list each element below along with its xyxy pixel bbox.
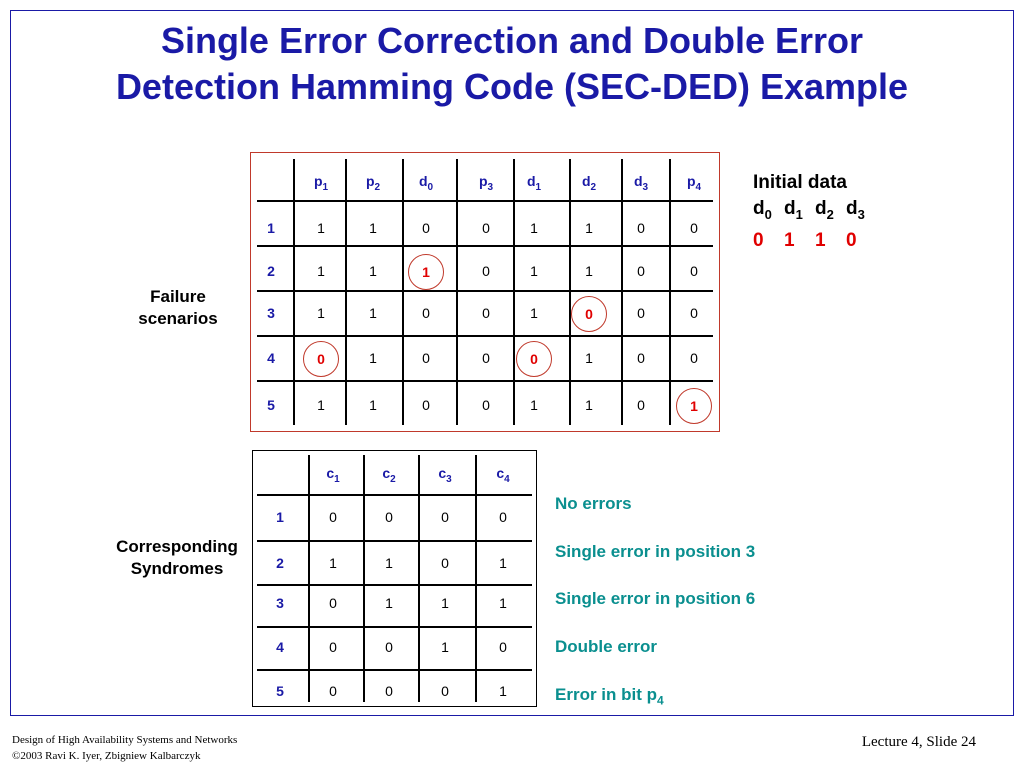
footer-slide-number: Lecture 4, Slide 24 bbox=[861, 734, 976, 750]
flipped-bit: 0 bbox=[516, 341, 552, 377]
grid-horizontal-line bbox=[257, 584, 532, 586]
grid-horizontal-line bbox=[257, 669, 532, 671]
table-cell: 1 bbox=[530, 397, 538, 413]
flipped-bit: 1 bbox=[408, 254, 444, 290]
grid-vertical-line bbox=[418, 455, 420, 702]
flipped-bit: 1 bbox=[676, 388, 712, 424]
row-label: 3 bbox=[276, 595, 284, 611]
column-header: $p_3$ bbox=[478, 173, 494, 193]
flipped-bit: 0 bbox=[303, 341, 339, 377]
grid-horizontal-line bbox=[257, 626, 532, 628]
table-cell: 0 bbox=[482, 350, 490, 366]
table-cell: 0 bbox=[690, 263, 698, 279]
grid-vertical-line bbox=[621, 159, 623, 425]
initial-data-value: 1 bbox=[815, 229, 826, 251]
table-cell: 1 bbox=[441, 639, 449, 655]
failure-scenarios-label: Failure scenarios bbox=[138, 287, 218, 328]
table-cell: 0 bbox=[329, 683, 337, 699]
grid-horizontal-line bbox=[257, 245, 713, 247]
table-cell: 1 bbox=[385, 595, 393, 611]
initial-data-value: 0 bbox=[753, 229, 764, 251]
column-header: $p_1$ bbox=[313, 173, 329, 193]
grid-vertical-line bbox=[308, 455, 310, 702]
failure-scenarios-table bbox=[250, 152, 720, 432]
footer-course: Design of High Availability Systems and Networks bbox=[12, 734, 238, 746]
table-cell: 1 bbox=[385, 555, 393, 571]
initial-data-block bbox=[753, 170, 877, 254]
column-header: $d_0$ bbox=[418, 173, 434, 193]
row-label: 2 bbox=[276, 555, 284, 571]
initial-data-value: 0 bbox=[846, 229, 857, 251]
table-cell: 1 bbox=[317, 305, 325, 321]
row-label: 4 bbox=[276, 639, 284, 655]
initial-data-value: 1 bbox=[784, 229, 795, 251]
corresponding-syndromes-label: Corresponding Syndromes bbox=[116, 537, 238, 578]
table-cell: 0 bbox=[422, 397, 430, 413]
flipped-bit: 0 bbox=[571, 296, 607, 332]
table-cell: 0 bbox=[499, 509, 507, 525]
initial-data-label: $d_2$ bbox=[815, 198, 834, 222]
table-cell: 0 bbox=[329, 509, 337, 525]
table-cell: 1 bbox=[585, 350, 593, 366]
table-cell: 1 bbox=[369, 305, 377, 321]
table-cell: 0 bbox=[690, 220, 698, 236]
grid-vertical-line bbox=[363, 455, 365, 702]
table-cell: 0 bbox=[690, 350, 698, 366]
table-cell: 0 bbox=[441, 509, 449, 525]
row-label: 2 bbox=[267, 263, 275, 279]
table-cell: 0 bbox=[637, 263, 645, 279]
table-cell: 0 bbox=[637, 220, 645, 236]
grid-vertical-line bbox=[513, 159, 515, 425]
table-cell: 1 bbox=[585, 263, 593, 279]
table-cell: 0 bbox=[385, 683, 393, 699]
table-cell: 0 bbox=[499, 639, 507, 655]
table-cell: 1 bbox=[317, 397, 325, 413]
table-cell: 1 bbox=[530, 220, 538, 236]
grid-horizontal-line bbox=[257, 290, 713, 292]
title-line-1: Single Error Correction and Double Error bbox=[160, 20, 864, 61]
grid-vertical-line bbox=[669, 159, 671, 425]
grid-vertical-line bbox=[475, 455, 477, 702]
grid-vertical-line bbox=[569, 159, 571, 425]
table-cell: 0 bbox=[690, 305, 698, 321]
grid-vertical-line bbox=[402, 159, 404, 425]
table-cell: 1 bbox=[329, 555, 337, 571]
syndrome-description: Single error in position 6 bbox=[555, 589, 756, 608]
table-cell: 1 bbox=[499, 555, 507, 571]
initial-data-heading: Initial data bbox=[753, 172, 847, 193]
row-label: 5 bbox=[276, 683, 284, 699]
initial-data-values bbox=[753, 228, 877, 254]
table-cell: 0 bbox=[422, 350, 430, 366]
column-header: $c_1$ bbox=[326, 465, 340, 485]
syndrome-description: Double error bbox=[555, 637, 658, 656]
table-cell: 1 bbox=[585, 397, 593, 413]
table-cell: 0 bbox=[385, 639, 393, 655]
row-label: 4 bbox=[267, 350, 275, 366]
initial-data-labels bbox=[753, 196, 877, 228]
table-cell: 0 bbox=[482, 397, 490, 413]
column-header: $d_1$ bbox=[526, 173, 542, 193]
initial-data-label: $d_1$ bbox=[784, 198, 803, 222]
footer-course-info bbox=[12, 732, 237, 764]
table-cell: 0 bbox=[329, 639, 337, 655]
table-cell: 0 bbox=[482, 263, 490, 279]
table-cell: 1 bbox=[369, 397, 377, 413]
syndrome-description: No errors bbox=[555, 494, 632, 513]
grid-vertical-line bbox=[345, 159, 347, 425]
table-cell: 0 bbox=[482, 305, 490, 321]
column-header: $p_2$ bbox=[365, 173, 381, 193]
title-line-2: Detection Hamming Code (SEC-DED) Example bbox=[115, 66, 909, 107]
table-cell: 0 bbox=[482, 220, 490, 236]
column-header: $d_2$ bbox=[581, 173, 597, 193]
column-header: $p_4$ bbox=[686, 173, 702, 193]
table-cell: 1 bbox=[530, 263, 538, 279]
table-cell: 1 bbox=[441, 595, 449, 611]
table-cell: 1 bbox=[369, 263, 377, 279]
footer-copyright: ©2003 Ravi K. Iyer, Zbigniew Kalbarczyk bbox=[12, 750, 201, 762]
column-header: $c_3$ bbox=[438, 465, 452, 485]
syndrome-description: Single error in position 3 bbox=[555, 542, 756, 561]
table-cell: 0 bbox=[441, 555, 449, 571]
table-cell: 0 bbox=[637, 350, 645, 366]
table-cell: 0 bbox=[385, 509, 393, 525]
table-cell: 1 bbox=[499, 595, 507, 611]
table-cell: 1 bbox=[317, 263, 325, 279]
row-label: 5 bbox=[267, 397, 275, 413]
row-label: 1 bbox=[276, 509, 284, 525]
table-cell: 1 bbox=[499, 683, 507, 699]
slide-title bbox=[10, 18, 1014, 110]
row-label: 3 bbox=[267, 305, 275, 321]
grid-vertical-line bbox=[456, 159, 458, 425]
row-label: 1 bbox=[267, 220, 275, 236]
table-cell: 0 bbox=[329, 595, 337, 611]
grid-horizontal-line bbox=[257, 335, 713, 337]
grid-horizontal-line bbox=[257, 200, 713, 202]
initial-data-label: $d_3$ bbox=[846, 198, 865, 222]
grid-horizontal-line bbox=[257, 380, 713, 382]
table-cell: 1 bbox=[530, 305, 538, 321]
initial-data-label: $d_0$ bbox=[753, 198, 772, 222]
grid-horizontal-line bbox=[257, 540, 532, 542]
column-header: $c_4$ bbox=[496, 465, 510, 485]
table-cell: 0 bbox=[422, 305, 430, 321]
grid-vertical-line bbox=[293, 159, 295, 425]
syndromes-table bbox=[252, 450, 537, 707]
column-header: $d_3$ bbox=[633, 173, 649, 193]
syndrome-description: Error in bit $p_4$ bbox=[555, 685, 664, 708]
column-header: $c_2$ bbox=[382, 465, 396, 485]
table-cell: 0 bbox=[422, 220, 430, 236]
grid-horizontal-line bbox=[257, 494, 532, 496]
table-cell: 0 bbox=[637, 397, 645, 413]
table-cell: 1 bbox=[369, 350, 377, 366]
table-cell: 1 bbox=[585, 220, 593, 236]
table-cell: 0 bbox=[637, 305, 645, 321]
table-cell: 1 bbox=[369, 220, 377, 236]
table-cell: 1 bbox=[317, 220, 325, 236]
table-cell: 0 bbox=[441, 683, 449, 699]
